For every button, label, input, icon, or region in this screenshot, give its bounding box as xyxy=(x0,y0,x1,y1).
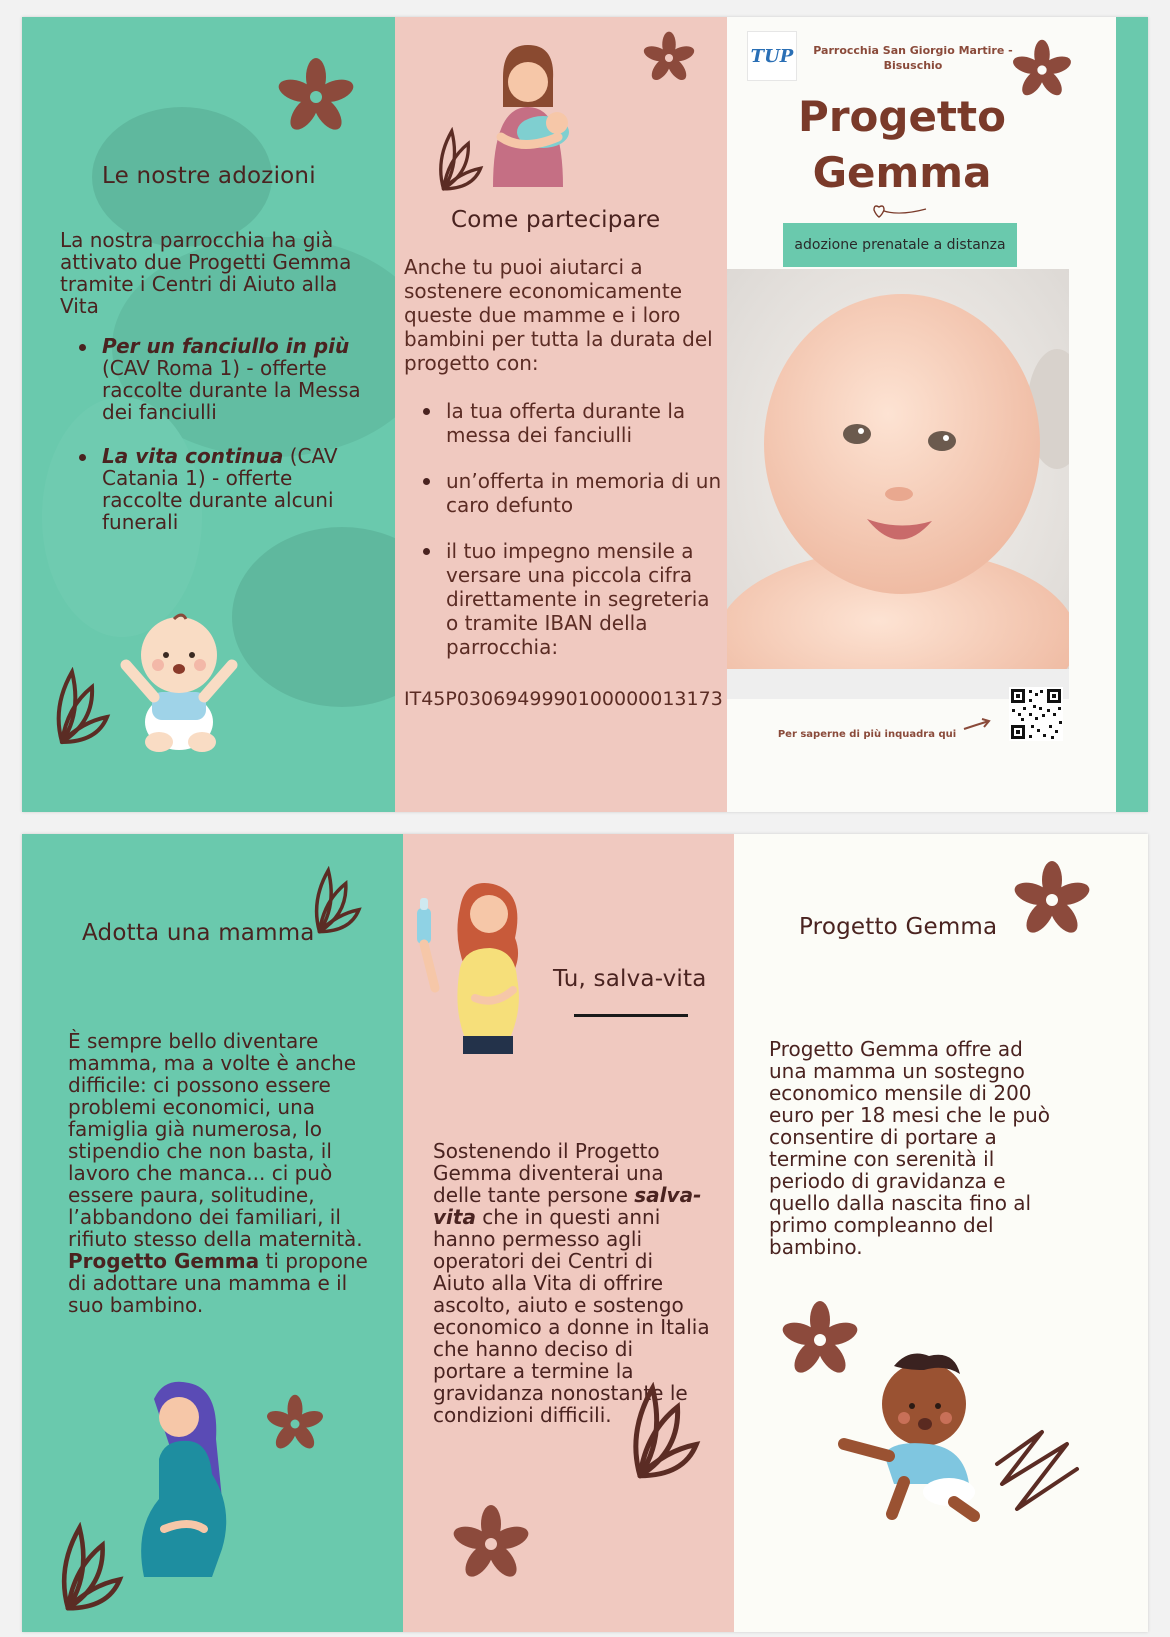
panel-le-nostre-adozioni xyxy=(22,17,395,812)
brochure-inside xyxy=(22,834,1148,1632)
adoption-item: Per un fanciullo in più (CAV Roma 1) - offerte raccolte durante la Messa dei fanciulli xyxy=(60,335,365,423)
heart-doodle-icon xyxy=(870,202,930,220)
baby-photo xyxy=(727,269,1069,699)
panel-body: Sostenendo il Progetto Gemma diventerai una delle tante persone salva-vita che in questi anni hanno permesso agli operatori dei Centri di Aiuto alla Vita di offrire ascolto, aiuto e sostengo economico a donne in Italia che hanno deciso di portare a termine la gravidanza nonostante le condizioni difficili. xyxy=(433,1139,710,1427)
panel-heading: Tu, salva-vita xyxy=(553,966,707,992)
panel-tu-salva-vita xyxy=(403,834,734,1632)
brochure-outside xyxy=(22,17,1148,812)
flower-icon xyxy=(449,1504,533,1584)
intro-text: Anche tu puoi aiutarci a sostenere economicamente queste due mamme e i loro bambini per tutta la durata del progetto con: xyxy=(404,255,713,375)
panel-heading: Progetto Gemma xyxy=(799,914,998,940)
panel-cover xyxy=(727,17,1148,812)
parish-logo: TUP xyxy=(747,31,797,81)
tagline-badge: adozione prenatale a distanza xyxy=(783,223,1017,267)
panel-progetto-gemma xyxy=(734,834,1148,1632)
crawling-baby-illustration xyxy=(834,1344,984,1524)
mother-with-bottle-illustration xyxy=(415,878,545,1058)
qr-code[interactable] xyxy=(1009,687,1063,741)
leaf-icon xyxy=(310,866,364,936)
qr-caption: Per saperne di più inquadra qui xyxy=(777,729,957,740)
panel-heading: Come partecipare xyxy=(451,207,661,233)
participation-item: un’offerta in memoria di un caro defunto xyxy=(404,469,724,517)
panel-body: È sempre bello diventare mamma, ma a volte è anche difficile: ci possono essere problemi economici, una famiglia già numerosa, lo stipendio che non basta, il lavoro che manca... ci può essere paura, solitudine, l’abbandono dei familiari, il rifiuto stesso della maternità. Progetto Gemma ti propone di adottare una mamma e il suo bambino. xyxy=(68,1029,368,1317)
leaf-icon xyxy=(627,1382,703,1482)
intro-text: La nostra parrocchia ha già attivato due Progetti Gemma tramite i Centri di Aiuto alla Vita xyxy=(60,228,352,318)
mother-holding-baby-illustration xyxy=(473,37,583,197)
flower-icon xyxy=(264,1394,326,1454)
flower-icon xyxy=(641,31,697,85)
iban-text: IT45P0306949990100000013173 xyxy=(404,688,723,710)
adoption-item: La vita continua (CAV Catania 1) - offerte raccolte durante alcuni funerali xyxy=(60,445,365,533)
participation-item: la tua offerta durante la messa dei fanciulli xyxy=(404,399,724,447)
baby-illustration xyxy=(114,607,244,757)
arrow-right-icon xyxy=(962,717,992,733)
heading-underline xyxy=(574,1014,688,1017)
leaf-icon xyxy=(56,1522,126,1614)
parish-name: Parrocchia San Giorgio Martire - Bisuschio xyxy=(813,44,1013,72)
pregnant-woman-illustration xyxy=(134,1379,244,1579)
panel-body: Progetto Gemma offre ad una mamma un sostegno economico mensile di 200 euro per 18 mesi che le può consentire di portare a termine con serenità il periodo di gravidanza e quello dalla nascita fino al primo compleanno del bambino. xyxy=(769,1037,1051,1259)
cover-title: Progetto Gemma xyxy=(798,92,1006,197)
panel-heading: Le nostre adozioni xyxy=(102,163,316,189)
adoptions-list xyxy=(60,335,365,555)
cover-green-strip xyxy=(1116,17,1148,812)
panel-heading: Adotta una mamma xyxy=(82,920,315,946)
flower-icon xyxy=(274,57,358,137)
panel-adotta-una-mamma xyxy=(22,834,403,1632)
flower-icon xyxy=(1010,860,1094,940)
participation-list xyxy=(404,399,724,681)
leaf-icon xyxy=(52,667,112,747)
participation-item: il tuo impegno mensile a versare una piccola cifra direttamente in segreteria o tramite IBAN della parrocchia: xyxy=(404,539,724,659)
panel-come-partecipare xyxy=(395,17,727,812)
leaf-icon xyxy=(435,127,485,193)
scribble-icon xyxy=(992,1424,1082,1514)
